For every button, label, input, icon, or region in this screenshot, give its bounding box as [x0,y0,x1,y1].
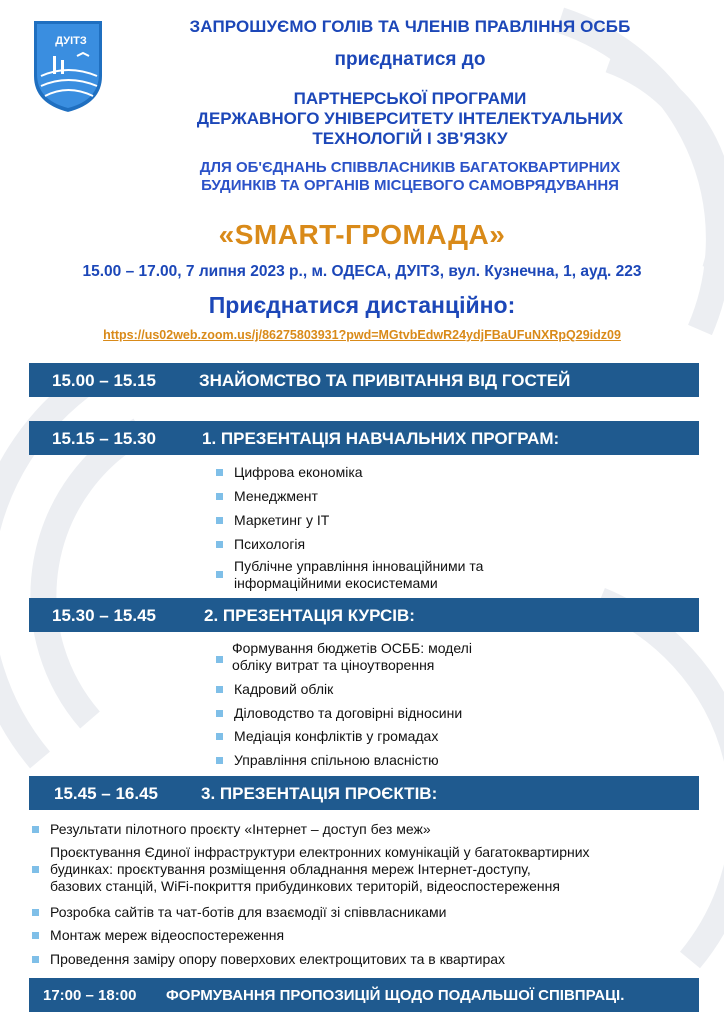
bullet-icon [216,517,223,524]
list-item: Проєктування Єдиної інфраструктури електронних комунікацій у багатоквартирних [50,844,590,860]
agenda-bar-3 [29,598,699,632]
university-logo [31,16,105,114]
list-item: Управління спільною власністю [234,752,439,768]
bullet-icon [216,469,223,476]
remote-join-label: Приєднатися дистанційно: [208,292,516,318]
agenda-bar-2 [29,421,699,455]
bullet-icon [216,656,223,663]
bullet-icon [216,733,223,740]
agenda-time: 15.30 – 15.45 [52,606,156,625]
bullet-icon [216,493,223,500]
list-item: Монтаж мереж відеоспостереження [50,927,285,943]
agenda-title: ЗНАЙОМСТВО ТА ПРИВІТАННЯ ВІД ГОСТЕЙ [199,371,571,390]
bullet-icon [216,757,223,764]
program-line-2: ДЕРЖАВНОГО УНІВЕРСИТЕТУ ІНТЕЛЕКТУАЛЬНИХ [196,109,624,128]
list-item: Результати пілотного проєкту «Інтернет – доступ без меж» [50,821,431,837]
event-date-location: 15.00 – 17.00, 7 липня 2023 р., м. ОДЕСА, ДУІТЗ, вул. Кузнечна, 1, ауд. 223 [82,263,642,280]
bullet-icon [32,932,39,939]
agenda-time: 17:00 – 18:00 [43,987,137,1004]
agenda-bar-1 [29,363,699,397]
event-name: «SMART-ГРОМАДА» [218,219,506,250]
audience-line-1: ДЛЯ ОБ'ЄДНАНЬ СПІВВЛАСНИКІВ БАГАТОКВАРТИРНИХ [199,159,621,176]
list-item: Діловодство та договірні відносини [234,705,463,721]
list-item: Публічне управління інноваційними та [234,558,484,574]
agenda-bar-5 [29,978,699,1012]
agenda-title: 2. ПРЕЗЕНТАЦІЯ КУРСІВ: [204,606,415,625]
invite-heading: ЗАПРОШУЄМО ГОЛІВ ТА ЧЛЕНІВ ПРАВЛІННЯ ОСББ [189,17,631,36]
list-item-continuation: інформаційними екосистемами [234,575,438,591]
bullet-icon [32,826,39,833]
list-item-continuation: обліку витрат та ціноутворення [232,657,435,673]
bullet-icon [32,909,39,916]
zoom-link[interactable]: https://us02web.zoom.us/j/86275803931?pwd=MGtvbEdwR24ydjFBaUFuNXRpQ29idz09 [103,328,621,342]
bullet-icon [216,571,223,578]
list-item: Проведення заміру опору поверхових електрощитових та в квартирах [50,951,506,967]
bullet-icon [32,956,39,963]
program-line-3: ТЕХНОЛОГІЙ І ЗВ'ЯЗКУ [312,129,508,148]
logo-text: ДУІТЗ [55,35,87,47]
list-item: Менеджмент [234,488,318,504]
list-item: Психологія [234,536,306,552]
bullet-icon [32,866,39,873]
list-item-continuation: базових станцій, WiFi-покриття прибудинкових територій, відеоспостереження [50,878,560,894]
agenda-time: 15.45 – 16.45 [54,784,158,803]
agenda-title: ФОРМУВАННЯ ПРОПОЗИЦІЙ ЩОДО ПОДАЛЬШОЇ СПІВПРАЦІ. [166,987,625,1004]
list-item: Маркетинг у ІТ [234,512,330,528]
list-item-continuation: будинках: проєктування розміщення обладнання мереж Інтернет-доступу, [50,861,531,877]
list-item: Цифрова економіка [234,464,363,480]
list-item: Медіація конфліктів у громадах [234,728,439,744]
bullet-icon [216,710,223,717]
agenda-time: 15.00 – 15.15 [52,371,156,390]
list-item: Розробка сайтів та чат-ботів для взаємодії зі співвласниками [50,904,447,920]
agenda-bar-4 [29,776,699,810]
program-line-1: ПАРТНЕРСЬКОЇ ПРОГРАМИ [293,89,527,108]
list-item: Формування бюджетів ОСББ: моделі [232,640,472,656]
bullet-icon [216,541,223,548]
agenda-title: 1. ПРЕЗЕНТАЦІЯ НАВЧАЛЬНИХ ПРОГРАМ: [202,429,560,448]
join-heading: приєднатися до [334,49,486,70]
audience-line-2: БУДИНКІВ ТА ОРГАНІВ МІСЦЕВОГО САМОВРЯДУВАННЯ [201,177,619,194]
list-item: Кадровий облік [234,681,334,697]
agenda-title: 3. ПРЕЗЕНТАЦІЯ ПРОЄКТІВ: [201,784,438,803]
bullet-icon [216,686,223,693]
agenda-time: 15.15 – 15.30 [52,429,156,448]
